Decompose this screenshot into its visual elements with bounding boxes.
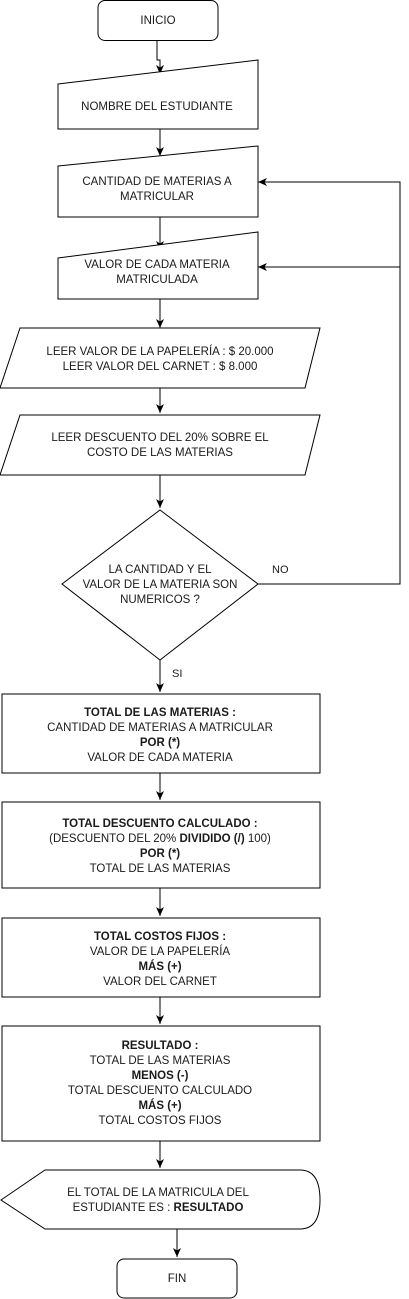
- end-label: FIN: [167, 1273, 187, 1285]
- read-fixed-values-line2: LEER VALOR DEL CARNET : $ 8.000: [62, 361, 258, 373]
- fixed-costs-op: MÁS (+): [138, 961, 182, 973]
- total-subjects-title: TOTAL DE LAS MATERIAS :: [84, 707, 236, 719]
- total-subjects-op: POR (*): [139, 737, 181, 749]
- fixed-costs-line2: VALOR DEL CARNET: [103, 976, 217, 988]
- end-node: [117, 1259, 237, 1298]
- display-line2: ESTUDIANTE ES : RESULTADO: [72, 1202, 244, 1214]
- total-discount-line2: TOTAL DE LAS MATERIAS: [89, 863, 231, 875]
- decision-line3: NUMERICOS ?: [120, 594, 200, 606]
- total-discount-title: TOTAL DESCUENTO CALCULADO :: [62, 818, 258, 830]
- result-line3: TOTAL COSTOS FIJOS: [98, 1115, 222, 1127]
- result-op1: MENOS (-): [131, 1070, 189, 1082]
- input-subject-count-line2: MATRICULAR: [120, 191, 194, 203]
- decision-line2: VALOR DE LA MATERIA SON: [82, 579, 238, 591]
- input-subject-value: [58, 232, 258, 299]
- result-line2: TOTAL DESCUENTO CALCULADO: [67, 1085, 253, 1097]
- process-fixed-costs: [2, 918, 320, 997]
- input-subject-count-line1: CANTIDAD DE MATERIAS A: [82, 176, 232, 188]
- result-title: RESULTADO :: [121, 1040, 199, 1052]
- display-line1: EL TOTAL DE LA MATRICULA DEL: [67, 1187, 249, 1199]
- input-subject-value-line2: MATRICULADA: [116, 274, 198, 286]
- total-subjects-line2: VALOR DE CADA MATERIA: [87, 752, 233, 764]
- fixed-costs-title: TOTAL COSTOS FIJOS :: [93, 931, 227, 943]
- result-op2: MÁS (+): [138, 1100, 182, 1112]
- input-student-name-label: NOMBRE DEL ESTUDIANTE: [81, 101, 233, 113]
- start-label: INICIO: [140, 15, 176, 27]
- process-total-subjects: [2, 694, 320, 773]
- decision-numeric-check: [62, 510, 258, 660]
- input-subject-value-line1: VALOR DE CADA MATERIA: [84, 259, 230, 271]
- edge-inicio-to-nombre: [157, 40, 160, 74]
- decision-line1: LA CANTIDAD Y EL: [108, 564, 212, 576]
- read-fixed-values-line1: LEER VALOR DE LA PAPELERÍA : $ 20.000: [46, 346, 274, 358]
- display-output: [1, 1170, 320, 1229]
- edge-label-no: NO: [272, 564, 289, 576]
- read-discount-line1: LEER DESCUENTO DEL 20% SOBRE EL: [51, 432, 269, 444]
- fixed-costs-line1: VALOR DE LA PAPELERÍA: [89, 946, 231, 958]
- total-discount-line1: (DESCUENTO DEL 20% DIVIDIDO (/) 100): [49, 833, 271, 845]
- process-total-discount: [2, 802, 320, 888]
- read-discount: [0, 415, 320, 475]
- read-fixed-values: [0, 328, 320, 388]
- total-subjects-line1: CANTIDAD DE MATERIAS A MATRICULAR: [47, 722, 273, 734]
- total-discount-op: POR (*): [139, 848, 181, 860]
- start-node: [98, 1, 218, 41]
- input-student-name: [58, 60, 258, 129]
- edge-label-si: SI: [172, 668, 183, 680]
- process-result: [2, 1026, 320, 1141]
- result-line1: TOTAL DE LAS MATERIAS: [89, 1055, 231, 1067]
- read-discount-line2: COSTO DE LAS MATERIAS: [87, 447, 233, 459]
- input-subject-count: [58, 146, 258, 217]
